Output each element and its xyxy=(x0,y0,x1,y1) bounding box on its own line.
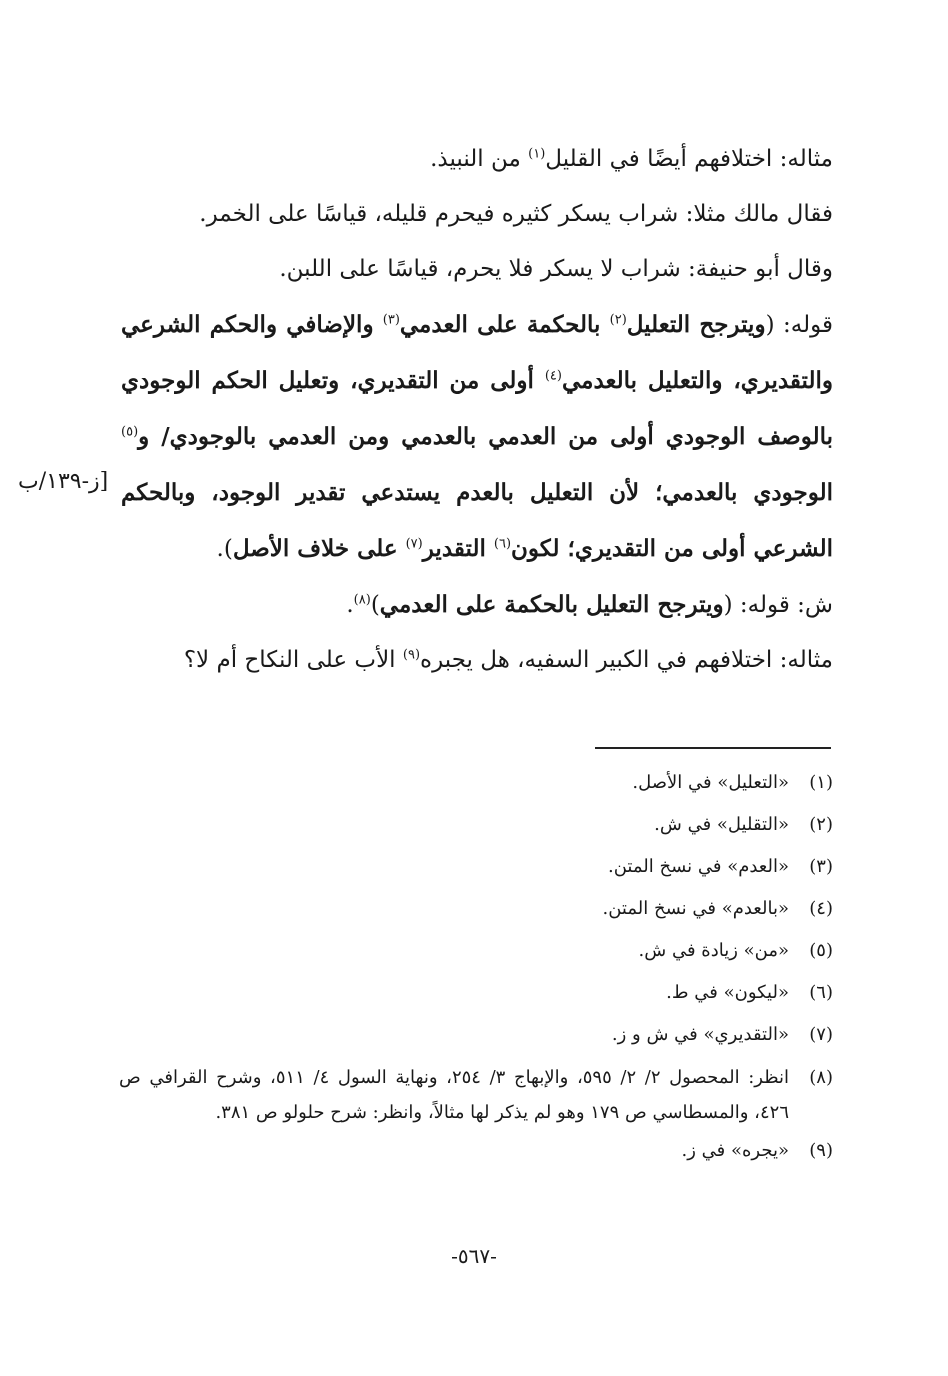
margin-manuscript-note: [ز-١٣٩/ب xyxy=(18,469,109,494)
footnote-item xyxy=(119,846,833,888)
quote-text: ويترجح التعليل xyxy=(626,311,766,338)
footnote-item xyxy=(119,1130,833,1172)
footnote-ref[interactable]: (٩) xyxy=(402,647,421,663)
footnote-ref[interactable]: (٥) xyxy=(121,424,139,440)
footnote-item xyxy=(119,762,833,804)
main-text xyxy=(121,132,833,688)
footnote-item xyxy=(119,804,833,846)
footnote-item xyxy=(119,1060,833,1130)
page-number: -٥٦٧- xyxy=(451,1244,497,1268)
footnote-ref[interactable]: (١) xyxy=(528,146,546,162)
quote-text: التقدير xyxy=(422,535,494,562)
quote-text: والإضافي والحكم الشرعي والتقديري، والتعليل بالعدمي xyxy=(121,311,833,394)
quote-text: على خلاف الأصل xyxy=(232,535,406,562)
footnote-number: (٤) xyxy=(809,898,833,919)
footnote-text: انظر: المحصول ٢/ ٢/ ٥٩٥، والإبهاج ٣/ ٢٥٤، ونهاية السول ٤/ ٥١١، وشرح القرافي ص ٤٢٦، والمسطاسي ص ١٧٩ وهو لم يذكر لها مثالاً، وانظر: شرح حلولو ص ٣٨١. xyxy=(119,1067,789,1123)
footnotes xyxy=(119,762,833,1172)
quote-close: ). xyxy=(216,536,233,562)
footnote-text: «التقليل» في ش. xyxy=(654,814,789,835)
paragraph-example-2 xyxy=(121,633,833,688)
footnote-number: (١) xyxy=(809,772,833,793)
sh-tail: . xyxy=(346,592,354,618)
paragraph-text: مثاله: اختلافهم في الكبير السفيه، هل يجبره xyxy=(420,647,833,673)
footnote-separator xyxy=(595,747,831,749)
footnote-ref[interactable]: (٣) xyxy=(382,312,400,328)
quote-paragraph xyxy=(121,297,833,577)
paragraph-text: فقال مالك مثلا: شراب يسكر كثيره فيحرم قليله، قياسًا على الخمر. xyxy=(199,201,833,227)
footnote-text: «التعليل» في الأصل. xyxy=(632,772,789,793)
footnote-number: (٨) xyxy=(809,1067,833,1088)
footnote-item xyxy=(119,972,833,1014)
footnote-text: «يجره» في ز. xyxy=(681,1140,789,1161)
paragraph-text: مثاله: اختلافهم أيضًا في القليل xyxy=(545,146,833,172)
quote-text: الوجودي بالعدمي؛ لأن التعليل بالعدم يستدعي تقدير الوجود، وبالحكم الشرعي أولى من التقديري؛ لكون xyxy=(121,479,833,562)
paragraph-text: من النبيذ. xyxy=(430,146,529,172)
quote-text: بالحكمة على العدمي xyxy=(399,311,610,338)
paragraph-text: الأب على النكاح أم لا؟ xyxy=(183,647,403,673)
paragraph-abu-hanifa xyxy=(121,242,833,297)
footnote-ref[interactable]: (٧) xyxy=(405,536,423,552)
footnote-text: «التقديري» في ش و ز. xyxy=(611,1024,789,1045)
footnote-item xyxy=(119,930,833,972)
footnote-text: «العدم» في نسخ المتن. xyxy=(608,856,789,877)
paragraph-example-1 xyxy=(121,132,833,187)
footnote-number: (٦) xyxy=(809,982,833,1003)
sh-quote: ويترجح التعليل بالحكمة على العدمي xyxy=(379,591,724,618)
footnote-number: (٧) xyxy=(809,1024,833,1045)
footnote-ref[interactable]: (٤) xyxy=(544,368,562,384)
footnote-item xyxy=(119,1014,833,1056)
paragraph-text: وقال أبو حنيفة: شراب لا يسكر فلا يحرم، قياسًا على اللبن. xyxy=(279,256,833,282)
sh-commentary-line xyxy=(121,577,833,633)
footnote-ref[interactable]: (٢) xyxy=(609,312,627,328)
quote-text: أولى من التقديري، وتعليل الحكم الوجودي بالوصف الوجودي أولى من العدمي بالعدمي ومن العدمي بالوجودي/ و xyxy=(121,367,833,450)
quote-intro: قوله: ( xyxy=(765,312,834,338)
paragraph-malik xyxy=(121,187,833,242)
sh-close: ) xyxy=(370,592,380,618)
footnote-number: (٣) xyxy=(809,856,833,877)
footnote-number: (٢) xyxy=(809,814,833,835)
footnote-number: (٥) xyxy=(809,940,833,961)
sh-lead: ش: قوله: ( xyxy=(723,592,833,618)
footnote-text: «من» زيادة في ش. xyxy=(638,940,789,961)
footnote-item xyxy=(119,888,833,930)
footnote-text: «ليكون» في ط. xyxy=(666,982,789,1003)
footnote-text: «بالعدم» في نسخ المتن. xyxy=(602,898,789,919)
footnote-ref[interactable]: (٨) xyxy=(353,592,371,608)
footnote-ref[interactable]: (٦) xyxy=(493,536,512,552)
footnote-number: (٩) xyxy=(809,1140,833,1161)
